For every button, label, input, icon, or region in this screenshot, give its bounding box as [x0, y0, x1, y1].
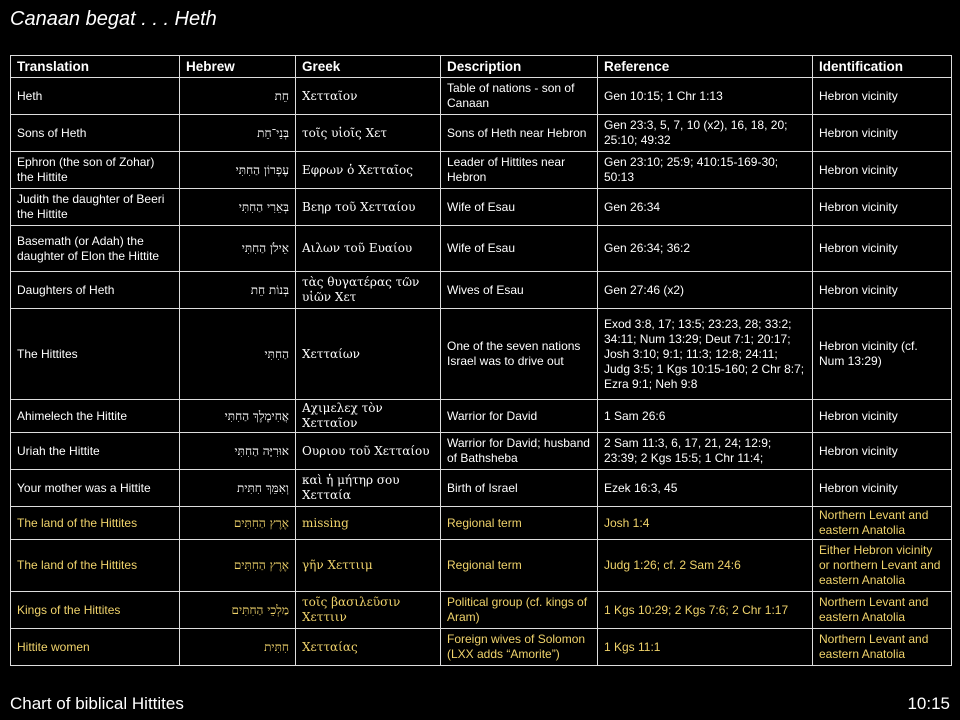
- cell-hebrew: אֶרֶץ הַחִתִּים: [180, 540, 296, 592]
- cell-translation: Heth: [11, 78, 180, 115]
- table-row: [11, 78, 952, 115]
- table-row: [11, 309, 952, 400]
- cell-identification: Hebron vicinity: [813, 189, 952, 226]
- hittites-table: [10, 55, 952, 666]
- cell-translation: Your mother was a Hittite: [11, 470, 180, 507]
- cell-hebrew: מַלְכֵי הַחִתִּים: [180, 592, 296, 629]
- cell-reference: 2 Sam 11:3, 6, 17, 21, 24; 12:9; 23:39; 2 Kgs 15:5; 1 Chr 11:4;: [598, 433, 813, 470]
- table-row: [11, 272, 952, 309]
- cell-translation: The land of the Hittites: [11, 540, 180, 592]
- cell-identification: Hebron vicinity: [813, 78, 952, 115]
- cell-greek: Αιλων τοῦ Ευαίου: [296, 226, 441, 272]
- cell-description: Regional term: [441, 540, 598, 592]
- cell-translation: Ahimelech the Hittite: [11, 400, 180, 433]
- cell-identification: Hebron vicinity: [813, 433, 952, 470]
- cell-description: Table of nations - son of Canaan: [441, 78, 598, 115]
- cell-description: Warrior for David: [441, 400, 598, 433]
- cell-greek: Χετταῖον: [296, 78, 441, 115]
- cell-hebrew: אֲחִימֶלֶךְ הַחִתִּי: [180, 400, 296, 433]
- cell-hebrew: אֶרֶץ הַחִתִּים: [180, 507, 296, 540]
- cell-hebrew: אֵילֹן הַחִתִּי: [180, 226, 296, 272]
- cell-greek: τὰς θυγατέρας τῶν υἱῶν Χετ: [296, 272, 441, 309]
- cell-hebrew: עֶפְרוֹן הַחִתִּי: [180, 152, 296, 189]
- cell-identification: Hebron vicinity: [813, 470, 952, 507]
- cell-identification: Hebron vicinity: [813, 272, 952, 309]
- cell-reference: Gen 26:34; 36:2: [598, 226, 813, 272]
- cell-description: Leader of Hittites near Hebron: [441, 152, 598, 189]
- header-description: Description: [441, 56, 598, 78]
- cell-description: Wife of Esau: [441, 189, 598, 226]
- cell-translation: Judith the daughter of Beeri the Hittite: [11, 189, 180, 226]
- table-row: [11, 152, 952, 189]
- table-row: [11, 629, 952, 666]
- slide-title: Canaan begat . . . Heth: [10, 8, 217, 30]
- cell-identification: Either Hebron vicinity or northern Levant and eastern Anatolia: [813, 540, 952, 592]
- header-translation: Translation: [11, 56, 180, 78]
- cell-hebrew: חֵת: [180, 78, 296, 115]
- table-row: [11, 226, 952, 272]
- cell-translation: The land of the Hittites: [11, 507, 180, 540]
- cell-translation: Daughters of Heth: [11, 272, 180, 309]
- cell-translation: The Hittites: [11, 309, 180, 400]
- cell-hebrew: אוּרִיָּה הַחִתִּי: [180, 433, 296, 470]
- cell-description: Birth of Israel: [441, 470, 598, 507]
- cell-reference: Gen 26:34: [598, 189, 813, 226]
- cell-description: Wives of Esau: [441, 272, 598, 309]
- cell-hebrew: וְאִמֵּךְ חִתִּית: [180, 470, 296, 507]
- cell-description: Political group (cf. kings of Aram): [441, 592, 598, 629]
- cell-identification: Northern Levant and eastern Anatolia: [813, 592, 952, 629]
- cell-greek: γῆν Χεττιιμ: [296, 540, 441, 592]
- cell-translation: Kings of the Hittites: [11, 592, 180, 629]
- header-identification: Identification: [813, 56, 952, 78]
- cell-identification: Northern Levant and eastern Anatolia: [813, 629, 952, 666]
- cell-reference: Josh 1:4: [598, 507, 813, 540]
- header-greek: Greek: [296, 56, 441, 78]
- cell-translation: Sons of Heth: [11, 115, 180, 152]
- cell-description: Regional term: [441, 507, 598, 540]
- cell-greek: Βεηρ τοῦ Χετταίου: [296, 189, 441, 226]
- cell-description: One of the seven nations Israel was to drive out: [441, 309, 598, 400]
- table-row: [11, 189, 952, 226]
- cell-description: Sons of Heth near Hebron: [441, 115, 598, 152]
- cell-hebrew: בְּאֵרִי הַחִתִּי: [180, 189, 296, 226]
- slide-footer-caption: Chart of biblical Hittites: [10, 694, 184, 713]
- cell-translation: Uriah the Hittite: [11, 433, 180, 470]
- cell-greek: τοῖς βασιλεῦσιν Χεττιιν: [296, 592, 441, 629]
- cell-greek: Ουριου τοῦ Χετταίου: [296, 433, 441, 470]
- cell-identification: Hebron vicinity: [813, 400, 952, 433]
- cell-reference: Exod 3:8, 17; 13:5; 23:23, 28; 33:2; 34:11; Num 13:29; Deut 7:1; 20:17; Josh 3:10; 9:1; 11:3; 12:8; 24:11; Judg 3:5; 1 Kgs 10:15-160; 2 Chr 8:7; Ezra 9:1; Neh 9:8: [598, 309, 813, 400]
- cell-greek: Χετταίας: [296, 629, 441, 666]
- cell-hebrew: בְּנוֹת חֵת: [180, 272, 296, 309]
- cell-reference: Gen 23:3, 5, 7, 10 (x2), 16, 18, 20; 25:10; 49:32: [598, 115, 813, 152]
- cell-reference: Judg 1:26; cf. 2 Sam 24:6: [598, 540, 813, 592]
- cell-hebrew: הַחִתִּי: [180, 309, 296, 400]
- cell-translation: Ephron (the son of Zohar) the Hittite: [11, 152, 180, 189]
- cell-reference: Gen 23:10; 25:9; 410:15-169-30; 50:13: [598, 152, 813, 189]
- cell-reference: Gen 27:46 (x2): [598, 272, 813, 309]
- cell-description: Foreign wives of Solomon (LXX adds “Amorite”): [441, 629, 598, 666]
- cell-translation: Basemath (or Adah) the daughter of Elon the Hittite: [11, 226, 180, 272]
- cell-description: Warrior for David; husband of Bathsheba: [441, 433, 598, 470]
- cell-greek: Χετταίων: [296, 309, 441, 400]
- cell-reference: Gen 10:15; 1 Chr 1:13: [598, 78, 813, 115]
- cell-reference: 1 Kgs 11:1: [598, 629, 813, 666]
- cell-identification: Hebron vicinity: [813, 152, 952, 189]
- table-row: [11, 400, 952, 433]
- table-body: [11, 78, 952, 666]
- cell-greek: τοῖς υἱοῖς Χετ: [296, 115, 441, 152]
- table-row: [11, 470, 952, 507]
- cell-identification: Hebron vicinity: [813, 226, 952, 272]
- cell-translation: Hittite women: [11, 629, 180, 666]
- table-row: [11, 115, 952, 152]
- slide-time: 10:15: [907, 694, 950, 713]
- header-hebrew: Hebrew: [180, 56, 296, 78]
- cell-identification: Hebron vicinity (cf. Num 13:29): [813, 309, 952, 400]
- cell-greek: καὶ ἡ μήτηρ σου Χετταία: [296, 470, 441, 507]
- table-row: [11, 540, 952, 592]
- cell-greek: Εφρων ὁ Χετταῖος: [296, 152, 441, 189]
- table-row: [11, 592, 952, 629]
- table-row: [11, 433, 952, 470]
- cell-reference: Ezek 16:3, 45: [598, 470, 813, 507]
- cell-hebrew: בְּנֵי־חֵת: [180, 115, 296, 152]
- cell-identification: Hebron vicinity: [813, 115, 952, 152]
- table-row: [11, 507, 952, 540]
- cell-greek: missing: [296, 507, 441, 540]
- cell-hebrew: חִתִּית: [180, 629, 296, 666]
- cell-reference: 1 Sam 26:6: [598, 400, 813, 433]
- cell-identification: Northern Levant and eastern Anatolia: [813, 507, 952, 540]
- header-reference: Reference: [598, 56, 813, 78]
- cell-description: Wife of Esau: [441, 226, 598, 272]
- cell-reference: 1 Kgs 10:29; 2 Kgs 7:6; 2 Chr 1:17: [598, 592, 813, 629]
- cell-greek: Αχιμελεχ τὸν Χετταῖον: [296, 400, 441, 433]
- table-header-row: [11, 56, 952, 78]
